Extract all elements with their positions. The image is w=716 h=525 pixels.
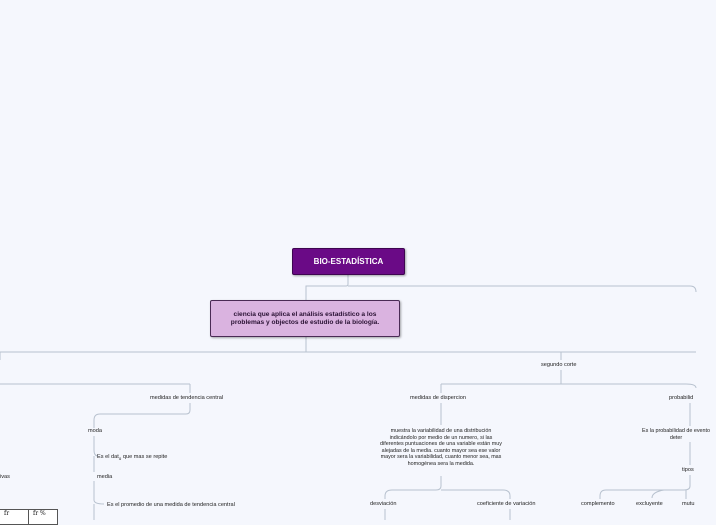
connector-root-definition	[306, 273, 348, 300]
connector-excluyente	[652, 490, 664, 498]
connector-dispersion-children	[385, 476, 441, 499]
node-media[interactable]	[97, 474, 112, 481]
media-label: media	[97, 474, 113, 480]
node-media-def[interactable]	[107, 502, 235, 509]
connector-moda-down	[94, 436, 98, 456]
node-complemento[interactable]	[581, 501, 615, 508]
table-col-fr-percent: fr %	[28, 510, 57, 524]
node-moda[interactable]	[88, 428, 102, 435]
node-probabilidad-desc[interactable]	[636, 428, 716, 441]
node-excluyente[interactable]	[636, 501, 663, 508]
root-label: BIO-ESTADÍSTICA	[313, 257, 384, 266]
connector-media-down	[94, 481, 104, 504]
complemento-label: complemento	[581, 501, 615, 507]
node-left-cut[interactable]	[0, 474, 10, 481]
node-dispersion[interactable]	[410, 395, 466, 402]
node-moda-def[interactable]: Es el dat$_o$ que mas se repite	[97, 454, 168, 462]
connector-tendencia-children	[94, 403, 190, 428]
mutuo-label: mutu	[682, 501, 695, 507]
dispersion-label: medidas de dispercion	[410, 395, 466, 401]
tendencia-central-label: medidas de tendencia central	[150, 395, 224, 401]
dispersion-desc-label: muestra la variabilidad de una distribución indicándolo por medio de un numero, si las diferentes puntuaciones de una variable están muy alejadas de la media. cuanto mayor sea ese valor mayor sera la variabilidad, cuanto menor sea, mas homogénea sera la medida.	[380, 428, 502, 467]
root-node[interactable]	[292, 248, 405, 275]
node-coeficiente[interactable]	[477, 501, 535, 508]
media-def-label: Es el promedio de una medida de tendencia central	[107, 502, 235, 508]
probabilidad-desc-label: Es la probabilidad de evento deter	[641, 428, 711, 441]
frequency-table	[0, 509, 58, 525]
node-tipos[interactable]	[682, 467, 694, 474]
moda-label: moda	[88, 428, 102, 434]
node-probabilidad[interactable]	[669, 395, 693, 402]
tipos-label: tipos	[682, 467, 694, 473]
node-desviacion[interactable]	[370, 501, 396, 508]
moda-def-pre: Es el dat	[97, 454, 119, 460]
moda-def-post: que mas se repite	[122, 454, 168, 460]
connector-tipos-down	[600, 475, 690, 499]
probabilidad-label: probabilid	[669, 395, 694, 401]
node-segundo-corte[interactable]	[541, 362, 576, 369]
desviacion-label: desviación	[370, 501, 397, 507]
definition-label: ciencia que aplica el análisis estadístico a los problemas y objectos de estudio de la biología.	[230, 310, 380, 326]
left-cut-label: ivas	[0, 474, 10, 480]
node-mutuo[interactable]	[682, 501, 694, 508]
connector-root-right	[348, 286, 696, 292]
node-dispersion-desc[interactable]	[379, 428, 503, 468]
connector-coef	[441, 490, 510, 499]
segundo-corte-label: segundo corte	[541, 362, 577, 368]
table-col-fr: fr	[4, 510, 10, 517]
node-tendencia-central[interactable]	[150, 395, 223, 402]
definition-node[interactable]	[210, 300, 400, 337]
excluyente-label: excluyente	[636, 501, 663, 507]
connector-second-horizontal	[441, 384, 696, 388]
coeficiente-label: coeficiente de variación	[477, 501, 536, 507]
